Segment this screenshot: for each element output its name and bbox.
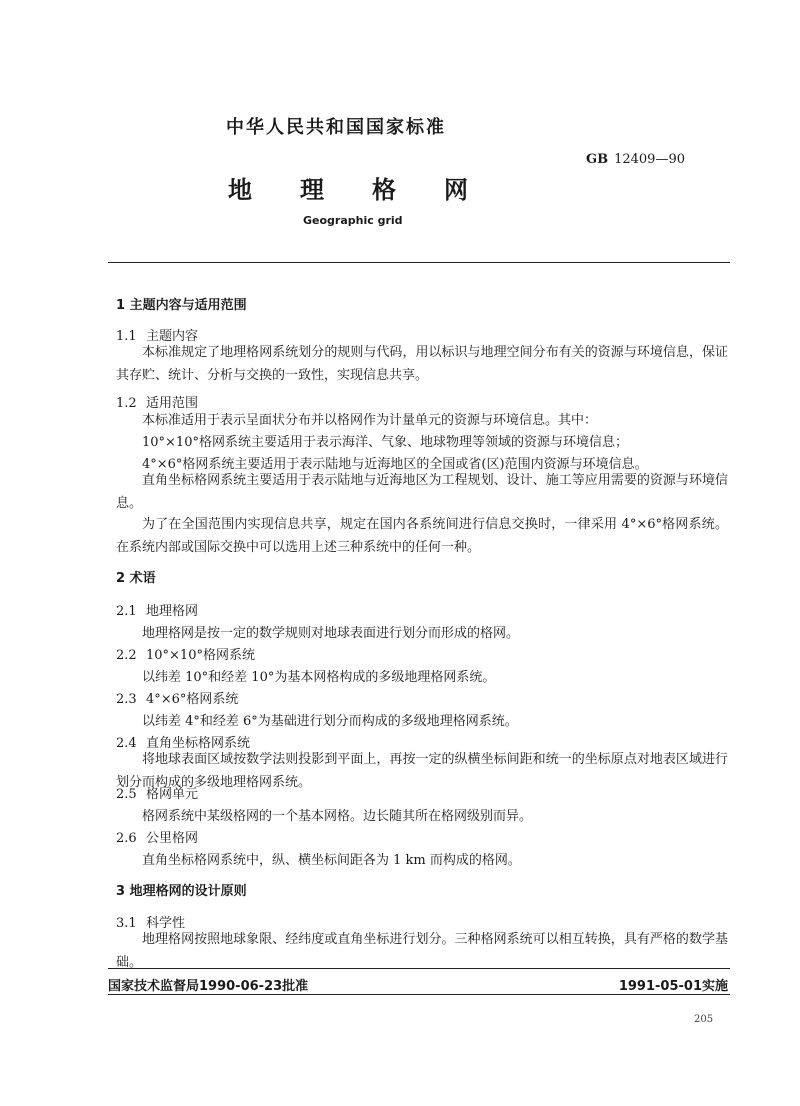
section-3-1-heading: 3.1 科学性: [116, 916, 186, 931]
title-char-3: 格: [372, 176, 396, 204]
section-1-2-line-2: 10°×10°格网系统主要适用于表示海洋、气象、地球物理等领域的资源与环境信息；: [142, 435, 628, 450]
section-2-2-heading: 2.2 10°×10°格网系统: [116, 648, 255, 663]
section-1-2-paragraph-4: 直角坐标格网系统主要适用于表示陆地与近海地区为工程规划、设计、施工等应用需要的资源与环境信息。: [116, 473, 728, 511]
section-2-3-text: 以纬差 4°和经差 6°为基础进行划分而构成的多级地理格网系统。: [142, 714, 518, 729]
standard-label: 中华人民共和国国家标准: [226, 117, 446, 138]
section-2-6-text: 直角坐标格网系统中，纵、横坐标间距各为 1 km 而构成的格网。: [142, 853, 521, 868]
section-1-1-heading: 1.1 主题内容: [116, 329, 199, 344]
section-3-heading: 3 地理格网的设计原则: [116, 884, 247, 899]
header-divider: [108, 262, 730, 263]
title-char-2: 理: [300, 176, 324, 204]
section-1-2-line-3: 4°×6°格网系统主要适用于表示陆地与近海地区的全国或省(区)范围内资源与环境信息。: [142, 457, 648, 472]
section-1-2-paragraph-5: 为了在全国范围内实现信息共享，规定在国内各系统间进行信息交换时，一律采用 4°×6°格网系统。在系统内部或国际交换中可以选用上述三种系统中的任何一种。: [116, 517, 728, 555]
section-2-4-text: 将地球表面区域按数学法则投影到平面上，再按一定的纵横坐标间距和统一的坐标原点对地表区域进行划分而构成的多级地理格网系统。: [116, 752, 728, 790]
effective-date: 1991-05-01实施: [618, 979, 728, 994]
english-title: Geographic grid: [303, 214, 403, 227]
title-char-1: 地: [228, 176, 252, 204]
section-2-6-heading: 2.6 公里格网: [116, 831, 199, 846]
section-2-3-heading: 2.3 4°×6°格网系统: [116, 692, 239, 707]
section-1-heading: 1 主题内容与适用范围: [116, 298, 247, 313]
section-2-4-heading: 2.4 直角坐标格网系统: [116, 736, 251, 751]
section-3-1-text: 地理格网按照地球象限、经纬度或直角坐标进行划分。三种格网系统可以相互转换，具有严格的数学基础。: [116, 932, 728, 970]
section-2-5-heading: 2.5 格网单元: [116, 787, 199, 802]
footer-divider: [108, 968, 730, 969]
standard-code: [586, 152, 685, 167]
approval-date: 国家技术监督局1990-06-23批准: [108, 979, 309, 994]
section-1-2-line-1: 本标准适用于表示呈面状分布并以格网作为计量单元的资源与环境信息。其中：: [142, 413, 598, 428]
section-2-5-text: 格网系统中某级格网的一个基本网格。边长随其所在格网级别而异。: [142, 809, 533, 824]
page-number: 205: [694, 1014, 714, 1025]
section-2-heading: 2 术语: [116, 571, 156, 586]
gb-number: 12409—90: [614, 152, 685, 167]
document-title: [228, 170, 516, 205]
section-2-2-text: 以纬差 10°和经差 10°为基本网格构成的多级地理格网系统。: [142, 670, 496, 685]
section-2-1-text: 地理格网是按一定的数学规则对地球表面进行划分而形成的格网。: [142, 626, 520, 641]
footer-bottom-divider: [108, 994, 730, 995]
section-1-2-heading: 1.2 适用范围: [116, 396, 199, 411]
gb-prefix: GB: [586, 152, 609, 167]
section-2-1-heading: 2.1 地理格网: [116, 604, 199, 619]
title-char-4: 网: [444, 176, 468, 204]
section-1-1-paragraph: 本标准规定了地理格网系统划分的规则与代码，用以标识与地理空间分布有关的资源与环境信息，保证其存贮、统计、分析与交换的一致性，实现信息共享。: [116, 345, 728, 383]
